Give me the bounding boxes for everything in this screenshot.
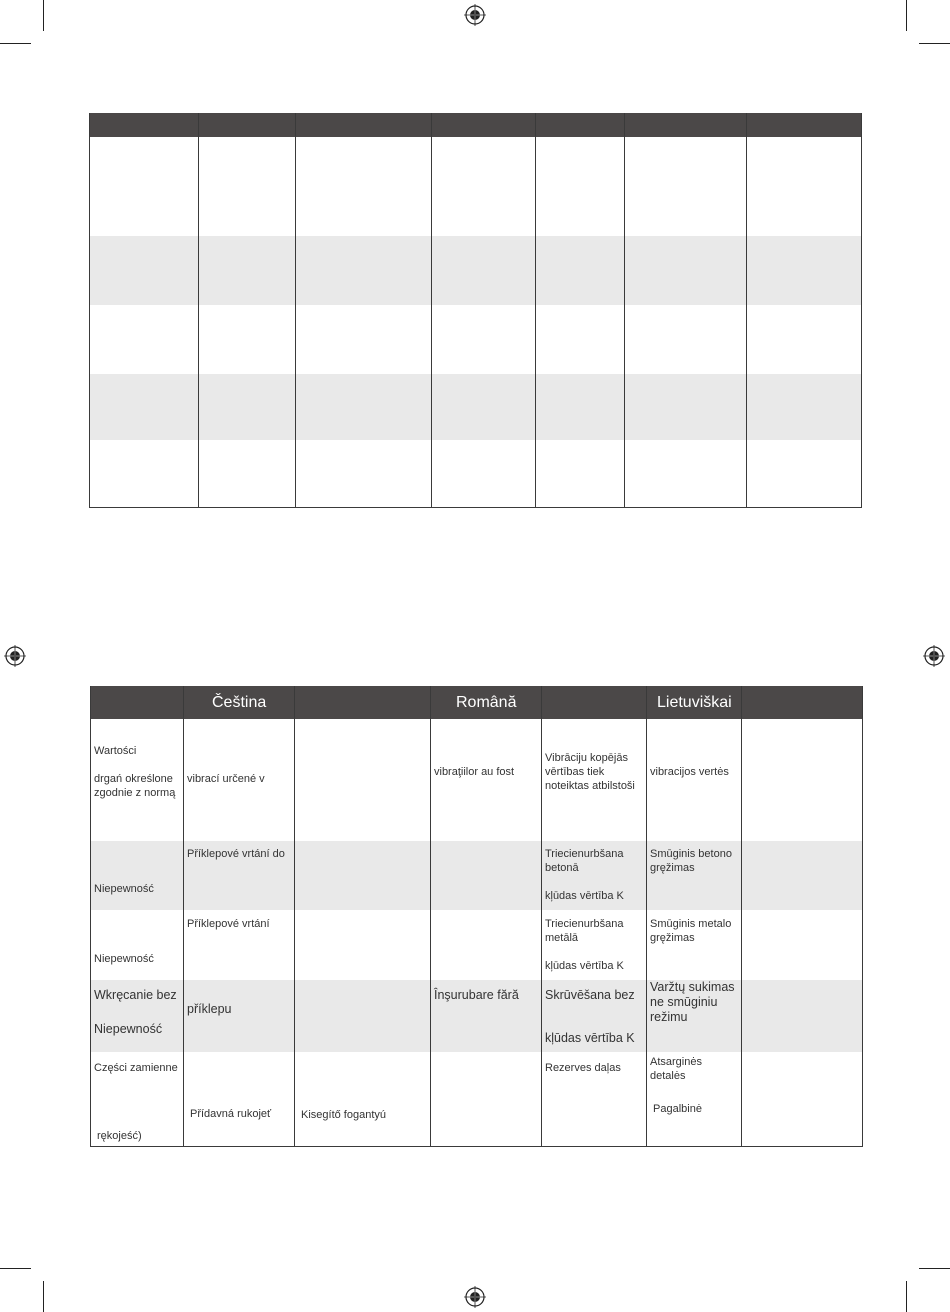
cell-text: ne smūginiu	[650, 995, 718, 1009]
cell-text: Smūginis betono	[650, 848, 732, 860]
language-header-cs: Čeština	[212, 694, 267, 711]
registration-mark-icon	[4, 645, 26, 667]
table-row-vibration	[91, 719, 863, 841]
table-row-screwdriving	[91, 980, 863, 1052]
crop-mark	[919, 1268, 950, 1269]
crop-mark	[0, 43, 31, 44]
crop-mark	[906, 1281, 907, 1312]
cell-text: vibrací určené v	[187, 773, 265, 785]
language-header-lt: Lietuviškai	[657, 694, 732, 711]
registration-mark-icon	[464, 4, 486, 26]
table-row-impact-metal	[91, 910, 863, 980]
crop-mark	[43, 1281, 44, 1312]
cell-text: metālā	[545, 932, 579, 944]
registration-mark-icon	[923, 645, 945, 667]
cell-text: Triecienurbšana	[545, 918, 624, 930]
cell-text: Wkręcanie bez	[94, 988, 177, 1002]
cell-text: Přídavná rukojeť	[190, 1108, 272, 1120]
cell-text: vērtības tiek	[545, 766, 605, 778]
cell-text: vibraţiilor au fost	[434, 766, 515, 778]
cell-text: noteiktas atbilstoši	[545, 780, 635, 792]
top-spec-table	[89, 113, 862, 508]
cell-text: rękojeść)	[97, 1130, 142, 1142]
cell-text: Niepewność	[94, 883, 154, 895]
crop-mark	[0, 1268, 31, 1269]
table-row	[90, 305, 862, 374]
cell-text: Skrūvēšana bez	[545, 988, 635, 1002]
cell-text: Pagalbinė	[653, 1103, 702, 1115]
cell-text: kļūdas vērtība K	[545, 1031, 635, 1045]
cell-text: Varžtų sukimas	[650, 980, 735, 994]
table-row-impact-concrete	[91, 841, 863, 910]
cell-text: Kisegítő fogantyú	[301, 1109, 387, 1121]
cell-text: kļūdas vērtība K	[545, 960, 624, 972]
cell-text: Înşurubare fără	[434, 988, 519, 1002]
registration-mark-icon	[464, 1286, 486, 1308]
cell-text: detalės	[650, 1070, 686, 1082]
cell-text: Příklepové vrtání do	[187, 848, 285, 860]
cell-text: Wartości	[94, 745, 137, 757]
cell-text: Vibrāciju kopējās	[545, 752, 628, 764]
cell-text: Niepewność	[94, 953, 154, 965]
bottom-spec-table	[90, 686, 863, 1147]
cell-text: Części zamienne	[94, 1062, 178, 1074]
cell-text: Atsarginės	[650, 1056, 702, 1068]
table-header-row	[91, 686, 863, 719]
cell-text: příklepu	[187, 1002, 232, 1016]
cell-text: drgań określone	[94, 773, 173, 785]
cell-text: kļūdas vērtība K	[545, 890, 624, 902]
cell-text: vibracijos vertės	[650, 766, 729, 778]
table-row	[90, 137, 862, 236]
cell-text: Triecienurbšana	[545, 848, 624, 860]
cell-text: zgodnie z normą	[94, 787, 176, 799]
crop-mark	[919, 43, 950, 44]
cell-text: Smūginis metalo	[650, 918, 732, 930]
table-row	[90, 236, 862, 305]
table-row	[90, 440, 862, 507]
cell-text: režimu	[650, 1010, 688, 1024]
table-row	[90, 374, 862, 440]
crop-mark	[43, 0, 44, 31]
cell-text: Niepewność	[94, 1022, 163, 1036]
table-row-spare-parts	[91, 1052, 863, 1146]
cell-text: gręžimas	[650, 932, 695, 944]
cell-text: Příklepové vrtání	[187, 918, 270, 930]
cell-text: gręžimas	[650, 862, 695, 874]
language-header-ro: Română	[456, 694, 517, 711]
cell-text: Rezerves daļas	[545, 1062, 621, 1074]
table-header-row	[90, 113, 862, 137]
crop-mark	[906, 0, 907, 31]
cell-text: betonā	[545, 862, 579, 874]
